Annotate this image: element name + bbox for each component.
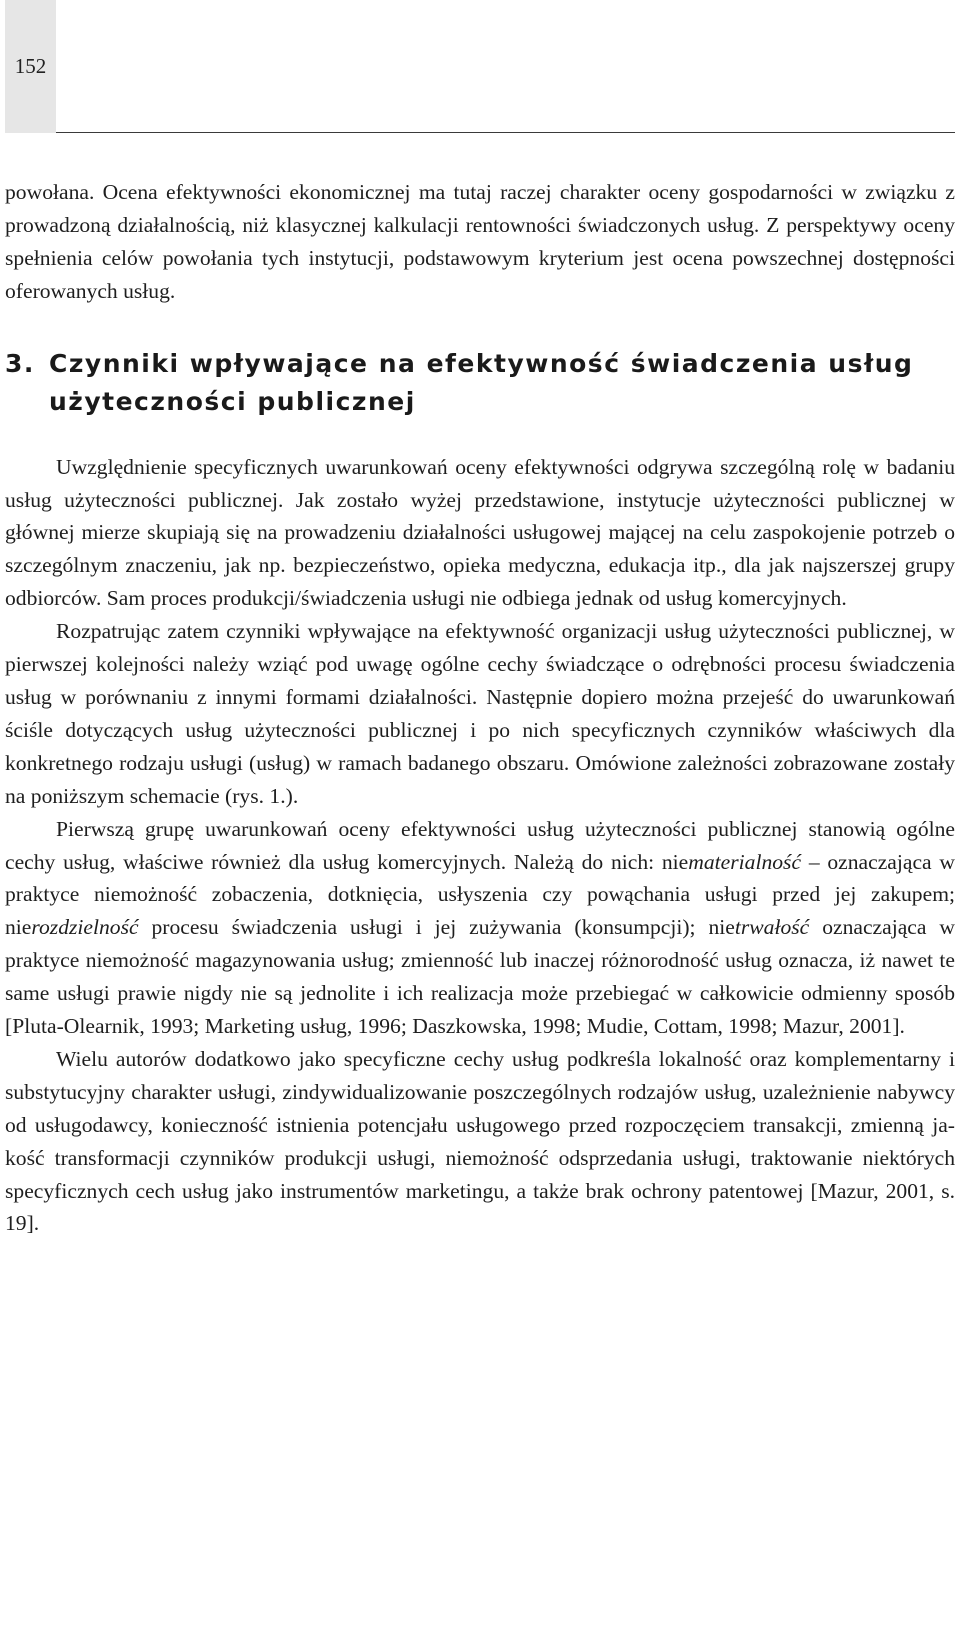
section-title: Czynniki wpływające na efektywność świadczenia usług użyteczności publicznej (49, 348, 914, 416)
term-rozdzielnosc: rozdzielność (31, 915, 139, 940)
paragraph-3-text-3: procesu świadczenia usługi i jej zużywania (konsumpcji); nie (138, 915, 735, 940)
paragraph-3-text-2: – oznaczająca w praktyce niemożność zobaczenia, dotknięcia, usłyszenia czy powąchania usługi przed jej zakupem; nie (5, 849, 956, 940)
body-paragraph-1: Uwzględnienie specyficznych uwarunkowań oceny efektywności odgrywa szczególną rolę w badaniu usług użyteczności publicznej. Jak zostało wyżej przedstawione, instytucje użyteczności publicznej w głównej mierze skupiają się na prowadzeniu działalności usługowej mającej na celu zaspokojenie potrzeb o szczególnym znaczeniu, jak np. bezpieczeństwo, opieka medyczna, edukacja itp., dla jak najszerszej grupy odbiorców. Sam proces produkcji/świadczenia usługi nie odbiega jednak od usług komercyjnych. (5, 454, 955, 611)
section-heading (5, 345, 955, 421)
body-paragraph-2: Rozpatrując zatem czynniki wpływające na efektywność organizacji usług użyteczności publicznej, w pierwszej kolejności należy wziąć pod uwagę ogólne cechy świadczące o odrębności procesu świadczenia usług w porównaniu z innymi formami działalności. Następnie dopiero można przejeść do uwarunkowań ściśle dotyczących usług użyteczności publicznej i po nich specyficznych czynników właściwych dla konkretnego rodzaju usługi (usług) w ramach badanego obszaru. Omówione zależności zobrazowane zostały na poniższym schemacie (rys. 1.). (5, 619, 955, 808)
paragraph-3-text-4: oznaczająca w praktyce niemożność magazynowania usług; zmienność lub inaczej różnorodność usług oznacza, iż nawet te same usługi prawie nigdy nie są jednolite i ich realizacja może przebiegać w całkowicie odmienny sposób [Pluta-Olearnik, 1993; Marketing usług, 1996; Daszkowska, 1998; Mudie, Cottam, 1998; Mazur, 2001]. (5, 915, 955, 1039)
page-number-tab (5, 0, 56, 133)
term-materialnosc: materialność (688, 849, 802, 874)
body-paragraph-3 (5, 813, 955, 1043)
page-number: 152 (14, 54, 47, 78)
header-rule (56, 132, 955, 133)
paragraph-3-text-1: Pierwszą grupę uwarunkowań oceny efektywności usług użyteczności publicznej stanowią ogólne cechy usług, właściwe również dla usług komercyjnych. Należą do nich: nie (5, 816, 955, 874)
body-paragraph-4: Wielu autorów dodatkowo jako specyficzne cechy usług podkreśla lokalność oraz komplementarny i substytucyjny charakter usługi, zindywidualizowanie poszczególnych rodzajów usług, uzależnienie nabywcy od usługodawcy, konieczność istnienia potencjału usługowego przed rozpoczęciem transakcji, zmienną jakość transformacji czynników produkcji usługi, niemożność odsprzedania usługi, traktowanie niektórych specyficznych cech usług jako instrumentów marketingu, a także brak ochrony patentowej [Mazur, 2001, s. 19]. (5, 1046, 955, 1236)
term-trwalosc: trwałość (734, 915, 810, 940)
section-number: 3. (5, 348, 35, 378)
intro-paragraph: powołana. Ocena efektywności ekonomicznej ma tutaj raczej charakter oceny gospodarności w związku z prowadzoną działalnością, niż klasycznej kalkulacji rentowności świadczonych usług. Z perspektywy oceny spełnienia celów powołania tych instytucji, podstawowym kryterium jest ocena powszechnej dostępności oferowanych usług. (5, 180, 955, 303)
page-body (5, 176, 955, 1240)
